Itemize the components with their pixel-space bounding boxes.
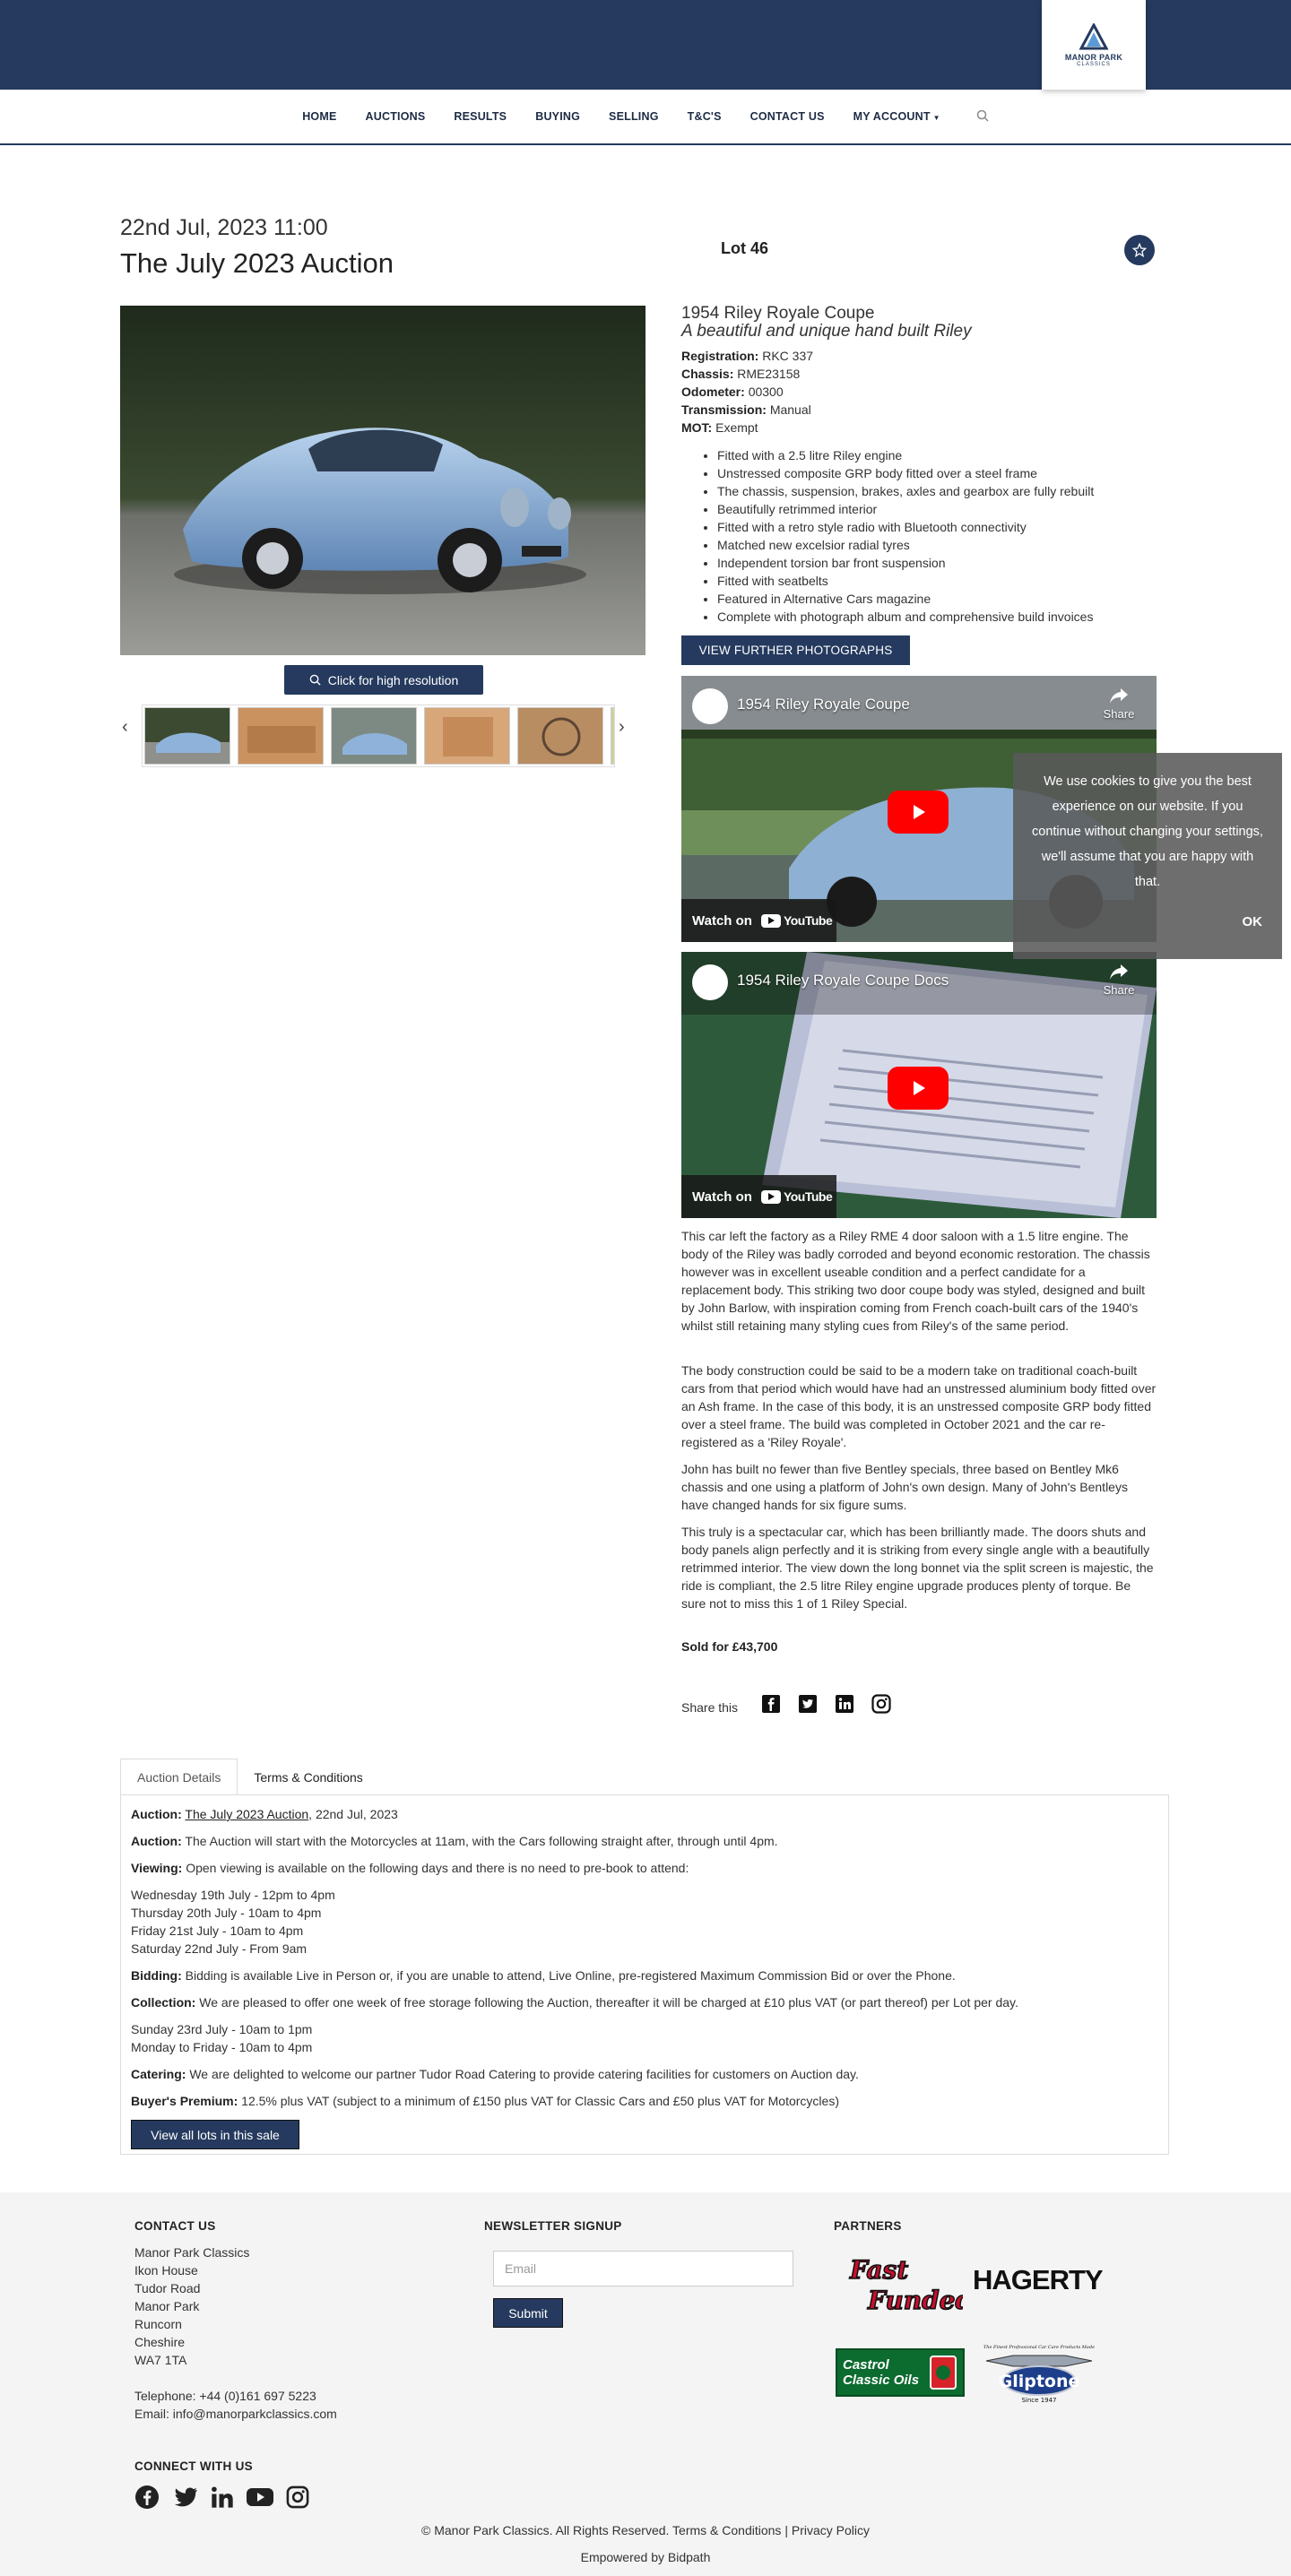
list-item: • Independent torsion bar front suspension [717, 554, 1183, 572]
spec-value: RKC 337 [762, 349, 814, 363]
info-text: The Auction will start with the Motorcycles at 11am, with the Cars following straight after, through until 4pm. [185, 1834, 778, 1848]
chevron-right-icon[interactable]: › [619, 717, 625, 737]
spec-label: Transmission: [681, 402, 767, 417]
twitter-icon[interactable] [797, 1693, 819, 1715]
info-text: We are pleased to offer one week of free storage following the Auction, thereafter it will be charged at £10 plus VAT (or part thereof) per Lot per day. [199, 1995, 1018, 2010]
nav-terms[interactable]: T&C'S [687, 110, 722, 123]
channel-avatar[interactable] [692, 688, 728, 724]
partner-gliptone-text: Gliptone [998, 2372, 1080, 2391]
play-icon [909, 1079, 927, 1097]
connect-title: CONNECT WITH US [134, 2459, 253, 2473]
partner-castrol-line2: Classic Oils [843, 2373, 920, 2388]
video-share-label: Share [1103, 707, 1135, 721]
privacy-link[interactable]: Privacy Policy [791, 2523, 870, 2537]
info-auction-schedule [131, 1832, 778, 1850]
viewing-day: Friday 21st July - 10am to 4pm [131, 1923, 304, 1938]
footer-separator: | [784, 2523, 788, 2537]
info-label: Catering: [131, 2067, 186, 2081]
list-item: • Unstressed composite GRP body fitted over a steel frame [717, 464, 1183, 482]
chevron-left-icon[interactable]: ‹ [122, 717, 128, 737]
feature-list [717, 446, 1183, 626]
spec-registration [681, 349, 813, 363]
youtube-logo [761, 1189, 832, 1204]
auction-date: 22nd Jul, 2023 11:00 [120, 215, 328, 240]
list-item: • The chassis, suspension, brakes, axles and gearbox are fully rebuilt [717, 482, 1183, 500]
cookie-text: We use cookies to give you the best experience on our website. If you continue without changing your settings, we'll assume that you are happy with that. [1032, 774, 1263, 889]
list-item: • Matched new excelsior radial tyres [717, 536, 1183, 554]
nav-my-account-label: MY ACCOUNT [853, 110, 931, 123]
info-text: We are delighted to welcome our partner Tudor Road Catering to provide catering facilities for customers on Auction day. [189, 2067, 859, 2081]
linkedin-icon[interactable] [834, 1693, 855, 1715]
description-paragraph: This car left the factory as a Riley RME 4 door saloon with a 1.5 litre engine. The body of the Riley was badly corroded and beyond economic restoration. The chassis however was in excellent useable condition and a perfect candidate for a replacement body. This striking two door coupe body was styled, designed and built by John Barlow, with inspiration coming from French coach-built cars of the 1940's whilst still retaining many styling cues from Riley's of the same period. [681, 1229, 1150, 1333]
car-title: 1954 Riley Royale Coupe [681, 304, 875, 323]
thumbnail[interactable] [144, 707, 230, 765]
sold-price: Sold for £43,700 [681, 1639, 778, 1654]
further-photographs-button[interactable]: VIEW FURTHER PHOTOGRAPHS [681, 635, 910, 665]
video-player[interactable] [681, 952, 1157, 1218]
thumbnail-strip [142, 705, 615, 767]
list-item: • Beautifully retrimmed interior [717, 500, 1183, 518]
info-collection [131, 1993, 1018, 2011]
info-label: Collection: [131, 1995, 196, 2010]
address-line: Ikon House [134, 2263, 198, 2278]
partners-title: PARTNERS [834, 2219, 902, 2233]
address-line: Manor Park [134, 2299, 200, 2313]
search-icon[interactable] [962, 109, 1003, 125]
partner-fast-text: Fast [850, 2255, 909, 2285]
contact-title: CONTACT US [134, 2219, 216, 2233]
copyright [0, 2523, 1291, 2537]
telephone[interactable]: Telephone: +44 (0)161 697 5223 [134, 2389, 316, 2403]
play-button[interactable] [888, 1067, 949, 1110]
description-paragraph: John has built no fewer than five Bentley specials, three based on Bentley Mk6 chassis and one using a platform of John's own design. Many of John's Bentleys have changed hands for six figure sums. [681, 1462, 1128, 1512]
youtube-label: YouTube [783, 1189, 833, 1204]
auction-link[interactable]: The July 2023 Auction [185, 1807, 309, 1821]
star-icon [1132, 243, 1147, 257]
instagram-icon[interactable] [285, 2485, 310, 2510]
lot-number: Lot 46 [721, 239, 769, 257]
info-label: Buyer's Premium: [131, 2094, 238, 2108]
tab-auction-details[interactable]: Auction Details [120, 1759, 238, 1795]
info-catering [131, 2065, 859, 2083]
share-arrow-icon [1109, 963, 1129, 981]
high-resolution-button[interactable] [284, 665, 483, 695]
main-nav [0, 90, 1291, 145]
video-share-label: Share [1103, 983, 1135, 997]
spec-label: Chassis: [681, 367, 734, 381]
email-contact[interactable]: Email: info@manorparkclassics.com [134, 2407, 337, 2421]
spec-mot [681, 420, 758, 435]
empowered-by[interactable]: Empowered by Bidpath [580, 2550, 711, 2564]
collection-day: Monday to Friday - 10am to 4pm [131, 2040, 313, 2054]
info-label: Auction: [131, 1834, 182, 1848]
info-buyers-premium [131, 2092, 839, 2110]
info-auction [131, 1805, 398, 1823]
site-logo[interactable] [1042, 0, 1146, 90]
partner-logo-gliptone[interactable] [977, 2341, 1101, 2404]
list-item: • Fitted with a retro style radio with Bluetooth connectivity [717, 518, 1183, 536]
spec-value: RME23158 [737, 367, 801, 381]
video-share-button[interactable] [1101, 963, 1137, 997]
list-item: • Fitted with seatbelts [717, 572, 1183, 590]
play-icon [909, 803, 927, 821]
video-title[interactable]: 1954 Riley Royale Coupe Docs [737, 972, 949, 989]
nav-selling[interactable]: SELLING [609, 110, 659, 123]
watch-on-label: Watch on [692, 912, 752, 929]
youtube-icon [761, 1190, 781, 1204]
viewing-day: Saturday 22nd July - From 9am [131, 1941, 308, 1956]
info-label: Bidding: [131, 1968, 182, 1983]
list-item: • Fitted with a 2.5 litre Riley engine [717, 446, 1183, 464]
viewing-day: Wednesday 19th July - 12pm to 4pm [131, 1888, 335, 1902]
high-resolution-label: Click for high resolution [327, 672, 459, 687]
info-text: 12.5% plus VAT (subject to a minimum of £150 plus VAT for Classic Cars and £50 plus VAT for Motorcycles) [241, 2094, 839, 2108]
partner-logo-hagerty[interactable]: HAGERTY [973, 2264, 1103, 2295]
video-share-button[interactable] [1101, 687, 1137, 721]
search-icon [309, 674, 321, 686]
nav-results[interactable]: RESULTS [454, 110, 507, 123]
youtube-label: YouTube [783, 913, 833, 928]
address-line: Cheshire [134, 2335, 186, 2349]
instagram-icon[interactable] [871, 1693, 892, 1715]
facebook-icon[interactable] [760, 1693, 782, 1715]
partner-gliptone-since: Since 1947 [1021, 2397, 1057, 2404]
newsletter-email-input[interactable] [493, 2251, 793, 2286]
info-bidding [131, 1967, 956, 1984]
youtube-logo [761, 913, 832, 928]
partner-gliptone-tagline: The Finest Professional Car Care Products Made [983, 2345, 1096, 2350]
info-auction-date: , 22nd Jul, 2023 [308, 1807, 398, 1821]
copyright-text: © Manor Park Classics. All Rights Reserved. [421, 2523, 670, 2537]
facebook-icon[interactable] [134, 2485, 160, 2510]
watch-on-youtube[interactable] [681, 1175, 836, 1218]
watch-on-label: Watch on [692, 1189, 752, 1205]
caret-down-icon: ▼ [932, 114, 940, 122]
spec-transmission [681, 402, 811, 417]
nav-buying[interactable]: BUYING [535, 110, 581, 123]
newsletter-title: NEWSLETTER SIGNUP [484, 2219, 622, 2233]
thumbnail[interactable] [611, 707, 615, 765]
thumbnail[interactable] [424, 707, 510, 765]
info-text: Open viewing is available on the following days and there is no need to pre-book to attend: [186, 1861, 689, 1875]
spec-value: Exempt [715, 420, 758, 435]
partner-logo-fast-funded[interactable] [841, 2250, 963, 2318]
info-viewing [131, 1859, 689, 1877]
terms-link[interactable]: Terms & Conditions [672, 2523, 782, 2537]
spec-label: MOT: [681, 420, 713, 435]
info-label: Viewing: [131, 1861, 183, 1875]
tab-terms-conditions[interactable]: Terms & Conditions [254, 1769, 363, 1785]
thumbnail[interactable] [517, 707, 603, 765]
logo-mark-icon [1079, 23, 1109, 50]
auction-name: The July 2023 Auction [120, 247, 394, 279]
description-paragraph: The body construction could be said to be a modern take on traditional coach-built cars from that period which would have had an unstressed aluminium body fitted over an Ash frame. In the case of this body, it is an unstressed composite GRP body fitted over a steel frame. The build was completed in October 2021 and the car re-registered as a 'Riley Royale'. [681, 1363, 1157, 1449]
view-all-lots-button[interactable]: View all lots in this sale [131, 2120, 299, 2149]
linkedin-icon[interactable] [210, 2485, 235, 2510]
address-line: Manor Park Classics [134, 2245, 250, 2260]
spec-value: 00300 [748, 385, 784, 399]
watch-on-youtube[interactable] [681, 899, 836, 942]
nav-my-account[interactable] [839, 110, 955, 123]
nav-contact[interactable]: CONTACT US [749, 110, 825, 123]
top-bar [0, 0, 1291, 90]
nav-auctions[interactable]: AUCTIONS [365, 110, 426, 123]
thumbnail[interactable] [238, 707, 324, 765]
details-tabs [120, 1759, 379, 1795]
watch-lot-button[interactable] [1124, 235, 1155, 265]
twitter-icon[interactable] [173, 2485, 198, 2510]
youtube-icon[interactable] [246, 2485, 274, 2510]
viewing-day: Thursday 20th July - 10am to 4pm [131, 1906, 322, 1920]
info-text: Bidding is available Live in Person or, if you are unable to attend, Live Online, pre-registered Maximum Commission Bid or over the Phone. [185, 1968, 956, 1983]
thumbnail[interactable] [331, 707, 417, 765]
cookie-banner [1013, 753, 1282, 959]
channel-avatar[interactable] [692, 964, 728, 1000]
partner-castrol-line1: Castrol [843, 2357, 889, 2373]
logo-subtitle: CLASSICS [1077, 61, 1111, 67]
logo-title: MANOR PARK [1064, 52, 1123, 62]
collection-day: Sunday 23rd July - 10am to 1pm [131, 2022, 313, 2036]
spec-odometer [681, 385, 784, 399]
partner-logo-castrol[interactable] [836, 2348, 965, 2397]
description-paragraph: This truly is a spectacular car, which has been brilliantly made. The doors shuts and body panels align perfectly and it is striking from every single angle with a beautifully retrimmed interior. The view down the long bonnet via the split screen is majestic, the ride is compliant, the 2.5 litre Riley engine upgrade produces plenty of torque. Be sure not to miss this 1 of 1 Riley Special. [681, 1525, 1154, 1611]
spec-chassis [681, 367, 800, 381]
cookie-ok-button[interactable]: OK [1242, 914, 1262, 929]
list-item: • Featured in Alternative Cars magazine [717, 590, 1183, 608]
youtube-icon [761, 914, 781, 928]
car-subtitle: A beautiful and unique hand built Riley [681, 322, 972, 341]
share-arrow-icon [1109, 687, 1129, 705]
address-line: WA7 1TA [134, 2353, 187, 2367]
play-button[interactable] [888, 791, 949, 834]
address-line: Runcorn [134, 2317, 182, 2331]
castrol-badge-icon [929, 2355, 957, 2390]
address-line: Tudor Road [134, 2281, 201, 2295]
spec-label: Odometer: [681, 385, 745, 399]
main-car-photo[interactable] [120, 306, 646, 655]
spec-value: Manual [769, 402, 811, 417]
spec-label: Registration: [681, 349, 759, 363]
video-title[interactable]: 1954 Riley Royale Coupe [737, 696, 910, 713]
nav-home[interactable]: HOME [302, 110, 337, 123]
list-item: • Complete with photograph album and comprehensive build invoices [717, 608, 1183, 626]
partner-funded-text: Funded [868, 2286, 963, 2315]
newsletter-submit-button[interactable]: Submit [493, 2298, 563, 2328]
share-label: Share this [681, 1700, 739, 1715]
info-label: Auction: [131, 1807, 182, 1821]
